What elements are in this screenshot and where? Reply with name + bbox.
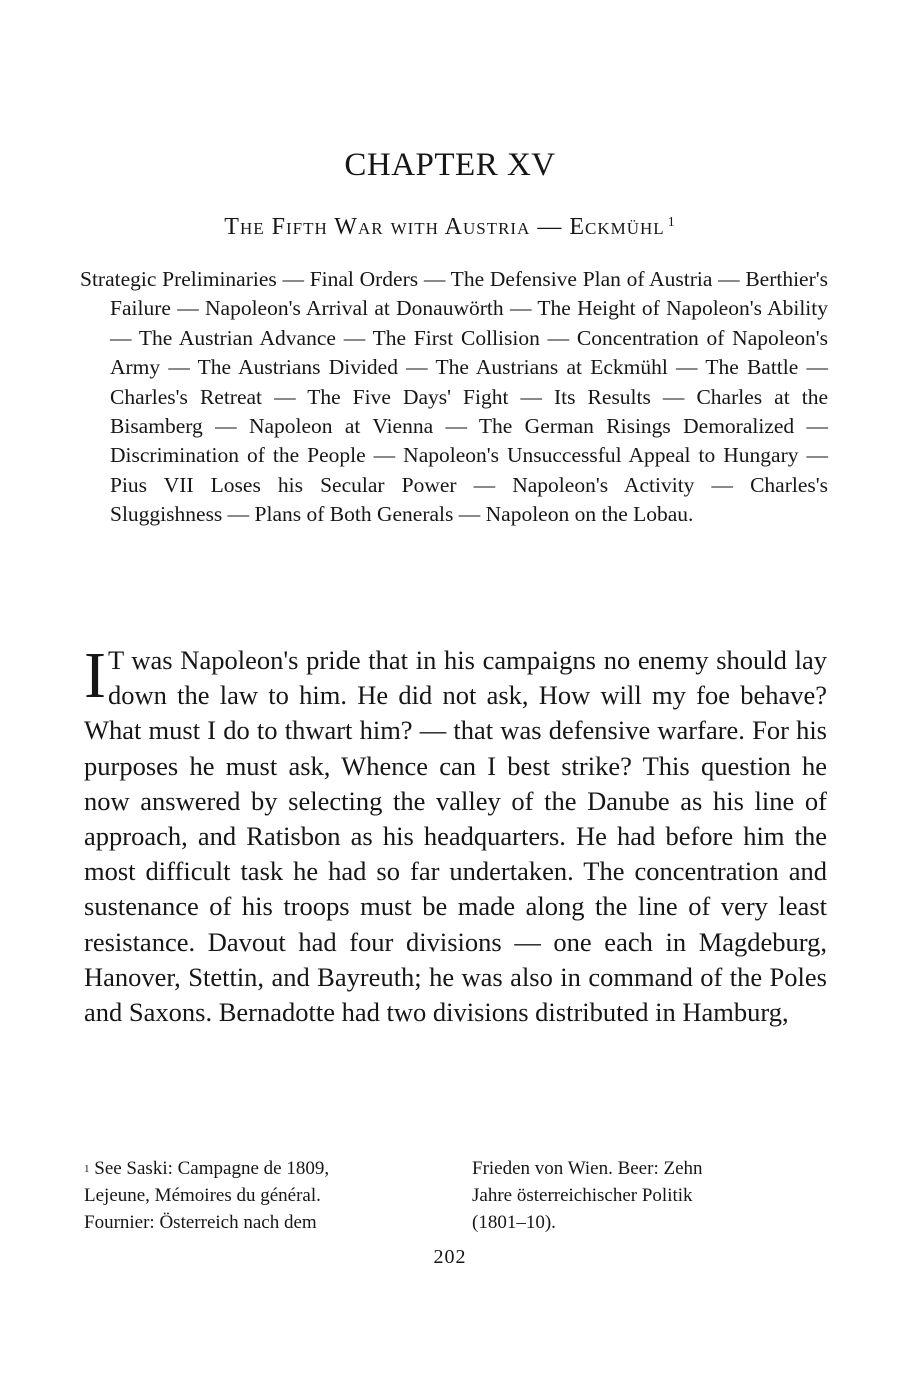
chapter-title (0, 212, 900, 242)
drop-cap: I (84, 639, 106, 712)
footnote (84, 1155, 828, 1236)
footnote-line: Fournier: Österreich nach dem (84, 1212, 317, 1233)
body-paragraph (84, 639, 827, 1030)
chapter-title-text: The Fifth War with Austria — Eckmühl (224, 214, 665, 240)
footnote-line (84, 1155, 456, 1182)
footnote-column-left (84, 1155, 456, 1236)
footnote-line-text: See Saski: Campagne de 1809, (94, 1158, 330, 1179)
footnote-line: Jahre österreichischer Politik (472, 1185, 693, 1206)
page-number: 202 (433, 1246, 467, 1268)
footnote-line: Frieden von Wien. Beer: Zehn (472, 1158, 703, 1179)
footnote-line: (1801–10). (472, 1212, 556, 1233)
chapter-summary: Strategic Preliminaries — Final Orders — The Defensive Plan of Austria — Berthier's Failure — Napoleon's Arrival at Donauwörth — The Height of Napoleon's Ability — The Austrian Advance — The First Collision — Concentration of Napoleon's Army — The Austrians Divided — The Austrians at Eckmühl — The Battle — Charles's Retreat — The Five Days' Fight — Its Results — Charles at the Bisamberg — Napoleon at Vienna — The German Risings Demoralized — Discrimination of the People — Napoleon's Unsuccessful Appeal to Hungary — Pius VII Loses his Secular Power — Napoleon's Activity — Charles's Sluggishness — Plans of Both Generals — Napoleon on the Lobau. (80, 267, 828, 527)
body-text: T was Napoleon's pride that in his campaigns no enemy should lay down the law to him. He did not ask, How will my foe behave? What must I do to thwart him? — that was defensive warfare. For his purposes he must ask, Whence can I best strike? This question he now answered by selecting the valley of the Danube as his line of approach, and Ratisbon as his headquarters. He had before him the most difficult task he had so far undertaken. The concentration and sustenance of his troops must be made along the line of very least resistance. Davout had four divisions — one each in Magdeburg, Hanover, Stettin, and Bayreuth; he was also in command of the Poles and Saxons. Bernadotte had two divisions distributed in Hamburg, (84, 645, 827, 1028)
footnote-column-right (472, 1155, 828, 1236)
footnote-line: Lejeune, Mémoires du général. (84, 1185, 321, 1206)
footnote-reference: 1 (667, 215, 676, 230)
footnote-marker: 1 (84, 1163, 90, 1175)
chapter-heading: CHAPTER XV (344, 147, 556, 183)
